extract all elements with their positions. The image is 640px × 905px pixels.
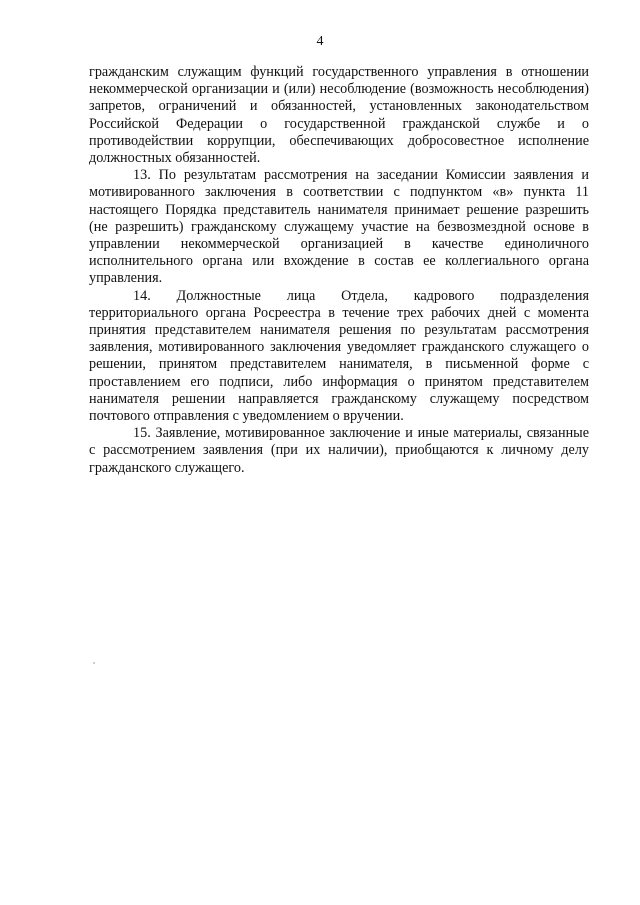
page-number: 4 bbox=[316, 34, 324, 49]
paragraph-14: 14. Должностные лица Отдела, кадрового подразделения территориального органа Росреестра в течение трех рабочих дней с момента принятия представителем нанимателя решения по результатам рассмотрения заявления, мотивированного заключения уведомляет гражданского служащего о решении, принятом представителем нанимателя, в письменной форме с проставлением его подписи, либо информация о принятом представителем нанимателя решении направляется гражданскому служащему посредством почтового отправления с уведомлением о вручении. bbox=[89, 287, 589, 425]
document-body bbox=[89, 64, 589, 477]
scan-artifact bbox=[93, 662, 95, 664]
paragraph-15: 15. Заявление, мотивированное заключение и иные материалы, связанные с рассмотрением заявления (при их наличии), приобщаются к личному делу гражданского служащего. bbox=[89, 425, 589, 476]
paragraph-13: 13. По результатам рассмотрения на заседании Комиссии заявления и мотивированного заключения в соответствии с подпунктом «в» пункта 11 настоящего Порядка представитель нанимателя принимает решение разрешить (не разрешить) гражданскому служащему участие на безвозмездной основе в управлении некоммерческой организацией в качестве единоличного исполнительного органа или вхождение в состав ее коллегиального органа управления. bbox=[89, 167, 589, 287]
paragraph-continuation: гражданским служащим функций государственного управления в отношении некоммерческой организации и (или) несоблюдение (возможность несоблюдения) запретов, ограничений и обязанностей, установленных законодательством Российской Федерации о государственной гражданской службе и о противодействии коррупции, обеспечивающих добросовестное исполнение должностных обязанностей. bbox=[89, 64, 589, 167]
